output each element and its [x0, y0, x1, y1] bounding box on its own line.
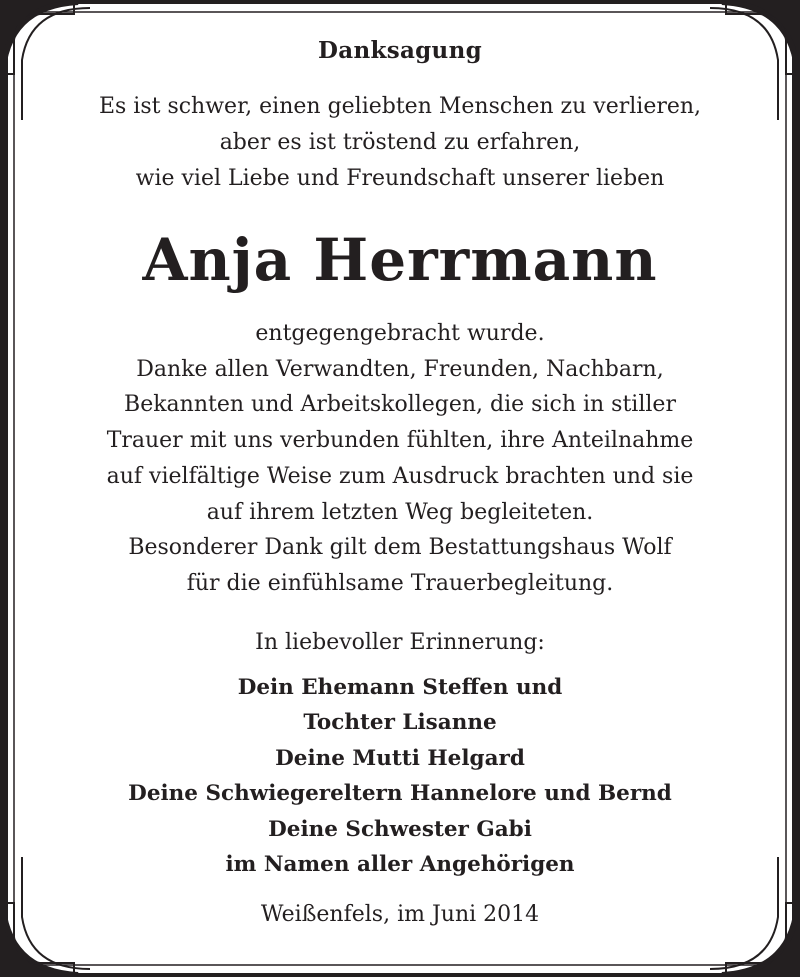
- notice-heading: Danksagung: [318, 37, 482, 64]
- signer-line: Dein Ehemann Steffen und: [237, 675, 563, 700]
- memory-line: In liebevoller Erinnerung:: [255, 630, 545, 655]
- signer-line: Tochter Lisanne: [303, 710, 497, 736]
- thanks-line: Danke allen Verwandten, Freunden, Nachbarn,: [136, 356, 664, 382]
- thanks-line: Besonderer Dank gilt dem Bestattungshaus Wolf: [128, 535, 672, 561]
- thanks-line: auf ihrem letzten Weg begleiteten.: [206, 499, 594, 525]
- thanks-line: Bekannten und Arbeitskollegen, die sich in stiller: [124, 392, 676, 418]
- thanks-line: für die einfühlsame Trauerbegleitung.: [186, 570, 614, 596]
- signer-line: Deine Schwester Gabi: [268, 816, 532, 842]
- thanks-line: Trauer mit uns verbunden fühlten, ihre Anteilnahme: [106, 428, 694, 454]
- intro-line: aber es ist tröstend zu erfahren,: [219, 130, 581, 155]
- intro-line: Es ist schwer, einen geliebten Menschen zu verlieren,: [98, 94, 702, 119]
- signer-line: im Namen aller Angehörigen: [225, 852, 575, 878]
- thanks-line: entgegengebracht wurde.: [255, 321, 545, 346]
- intro-text: [40, 89, 760, 197]
- signer-line: Deine Schwiegereltern Hannelore und Bernd: [128, 781, 672, 807]
- signer-line: Deine Mutti Helgard: [275, 745, 525, 771]
- deceased-name: Anja Herrmann: [142, 226, 658, 294]
- intro-line: wie viel Liebe und Freundschaft unserer lieben: [135, 166, 665, 191]
- thanks-line: auf vielfältige Weise zum Ausdruck brachten und sie: [106, 463, 694, 489]
- place-date: Weißenfels, im Juni 2014: [260, 902, 540, 927]
- signers-list: [40, 670, 760, 882]
- thanks-text: [40, 316, 760, 602]
